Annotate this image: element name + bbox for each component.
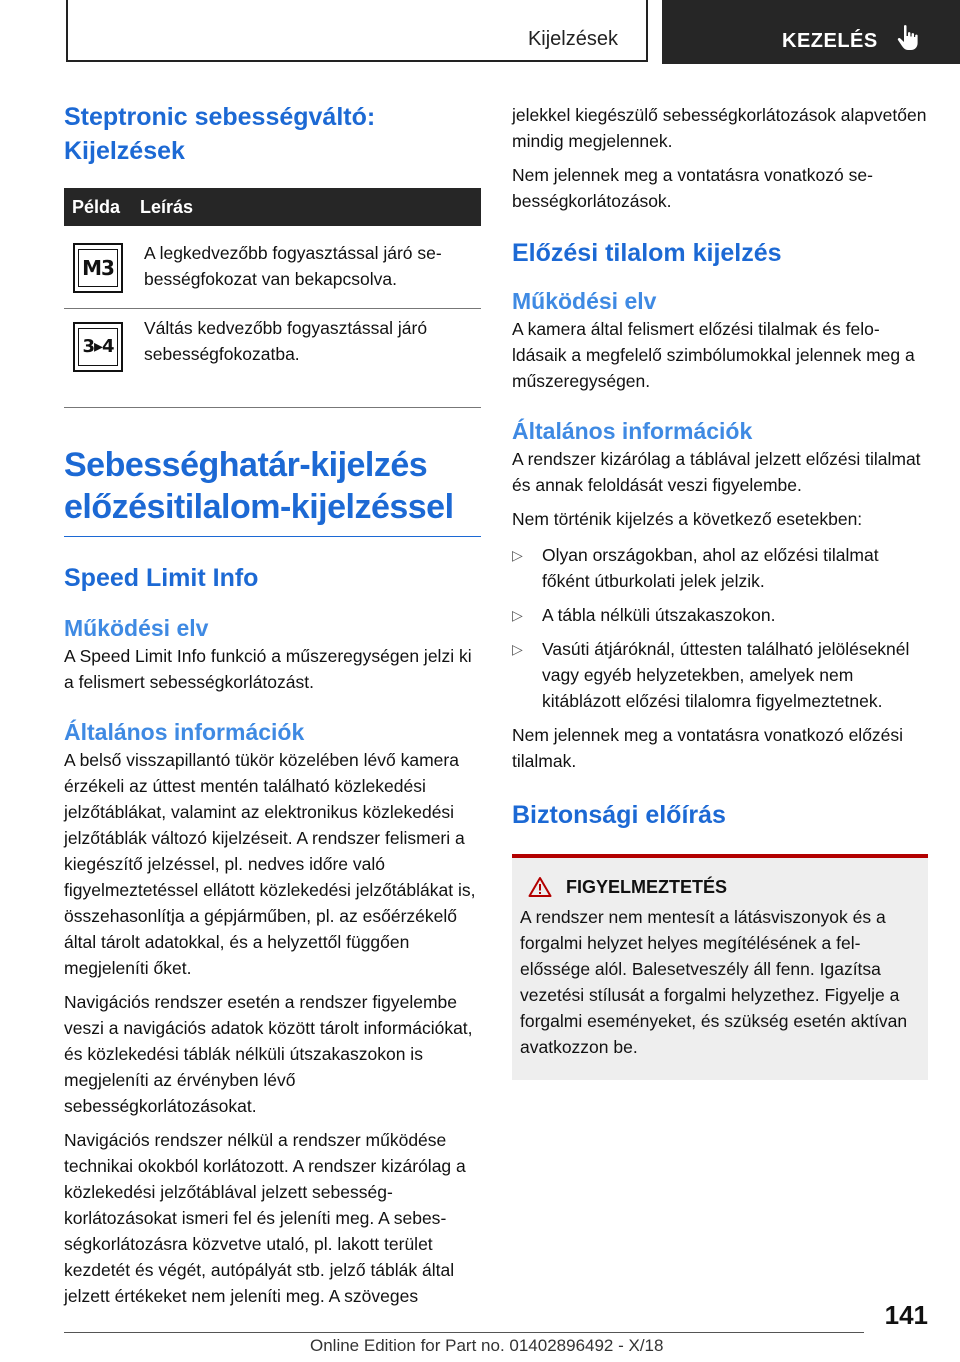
list-item: ▷ Olyan országokban, ahol az előzési tilalmat főként útburkolati jelek jelzik.: [512, 542, 928, 594]
footer-divider: [64, 1332, 864, 1333]
right-column: [512, 100, 928, 1080]
no-display-cases-list: [512, 542, 928, 714]
warning-text: A rendszer nem mentesít a látásviszonyok és a forgalmi helyzet helyes megítélésének a felelőssége alól. Balesetveszély áll fenn. Igazítsa vezetési stílusát a forgalmi helyzethez. Figyelje a forgalmi eseményeket, és szükség esetén aktívan avatkozzon be.: [520, 907, 908, 1057]
steptronic-heading: Steptronic sebességváltó: Kijelzések: [64, 103, 376, 165]
table-header-example: Példa: [64, 188, 132, 226]
page-number: 141: [884, 1300, 928, 1330]
mukodesi-elv-text: A Speed Limit Info funkció a műszeregységen jelzi ki a felismert sebességkorlátozást.: [64, 646, 472, 692]
altalanos-info-heading: Általános információk: [512, 418, 753, 444]
mukodesi-elv-heading: Működési elv: [64, 615, 209, 641]
mukodesi-elv-text: A kamera által felismert előzési tilalmak és feloldásaik a megfelelő szimbólumokkal jelennek meg a műszeregységen.: [512, 319, 915, 391]
header-section-title: Kijelzések: [527, 28, 618, 50]
table-row: [64, 309, 481, 408]
list-item: ▷ Vasúti átjáróknál, úttesten található jelöléseknél vagy egyéb helyzetekben, amelyek nem kitáblázott előzési tilalomra figyelmeztetnek.: [512, 636, 928, 714]
bullet-triangle-icon: ▷: [512, 607, 523, 623]
bullet-triangle-icon: ▷: [512, 641, 523, 657]
gear-display-table: [64, 188, 481, 408]
table-header-description: Leírás: [132, 188, 481, 226]
altalanos-info-paragraph: Nem történik kijelzés a következő esetekben:: [512, 509, 863, 529]
speed-limit-info-heading: Speed Limit Info: [64, 564, 259, 592]
continued-paragraph: Nem jelennek meg a vontatásra vonatkozó sebességkorlátozások.: [512, 165, 873, 211]
header-chapter-tab: [662, 0, 960, 64]
header-chapter-title: KEZELÉS: [782, 29, 878, 52]
biztonsagi-eloiras-heading: Biztonsági előírás: [512, 801, 726, 829]
gear-m3-icon: M3: [73, 243, 123, 293]
altalanos-info-paragraph: Navigációs rendszer nélkül a rendszer működése technikai okokból korlátozott. A rendszer kizárólag a közlekedési jelzőtáblával jelzett sebességkorlátozásokat ismeri fel és jeleníti meg. A sebességkorlátozásra közvetve utaló, pl. lakott terület kezdetét és végét, autópályát stb. jelző táblák által jelzett értékeket nem jeleníti meg. A szöveges: [64, 1130, 466, 1306]
hand-pointer-icon: [896, 24, 920, 52]
warning-triangle-icon: [528, 876, 552, 898]
altalanos-info-paragraph: A rendszer kizárólag a táblával jelzett előzési tilalmat és annak feloldását veszi figyelembe.: [512, 449, 921, 495]
gear-shift-3-4-icon: 3▸4: [73, 322, 123, 372]
warning-box: [512, 854, 928, 1080]
table-cell-description: A legkedvezőbb fogyasztással járó sebességfokozat van bekapcsolva.: [144, 243, 442, 289]
table-cell-description: Váltás kedvezőbb fogyasztással járó sebességfokozatba.: [144, 318, 428, 364]
footer-edition: Online Edition for Part no. 01402896492 - X/18: [310, 1336, 664, 1355]
altalanos-info-heading: Általános információk: [64, 719, 305, 745]
altalanos-info-paragraph: Nem jelennek meg a vontatásra vonatkozó előzési tilalmak.: [512, 725, 904, 771]
elozesi-tilalom-heading: Előzési tilalom kijelzés: [512, 239, 782, 267]
mukodesi-elv-heading: Működési elv: [512, 288, 657, 314]
warning-title: FIGYELMEZTETÉS: [566, 876, 728, 897]
table-row: [64, 226, 481, 309]
list-item: ▷ A tábla nélküli útszakaszokon.: [512, 602, 928, 628]
header-left-frame: [66, 0, 648, 62]
main-section-heading: Sebességhatár-kijelzés előzésitilalom-kijelzéssel: [64, 446, 454, 526]
altalanos-info-paragraph: A belső visszapillantó tükör közelében lévő kamera érzékeli az úttest mentén található közlekedési jelzőtáblákat, valamint az elektronikus közlekedési jelzőtáblák változó kijelzéseit. A rendszer felismeri a kiegészítő jelzéssel, pl. nedves időre való figyelmeztetéssel ellátott közlekedési jelzőtáblákat is, összehasonlítja a gépjárműben, pl. az esőérzékelő által tárolt adatokkal, és a helyzettől függően megjeleníti őket.: [64, 750, 476, 978]
continued-paragraph: jelekkel kiegészülő sebességkorlátozások alapvetően mindig megjelennek.: [512, 105, 927, 151]
altalanos-info-paragraph: Navigációs rendszer esetén a rendszer figyelembe veszi a navigációs adatok között tárolt információkat, és közlekedési táblák nélküli útszakaszokon is megjeleníti az érvényben lévő sebességkorlátozásokat.: [64, 992, 473, 1116]
bullet-triangle-icon: ▷: [512, 547, 523, 563]
left-column: [64, 100, 481, 1309]
